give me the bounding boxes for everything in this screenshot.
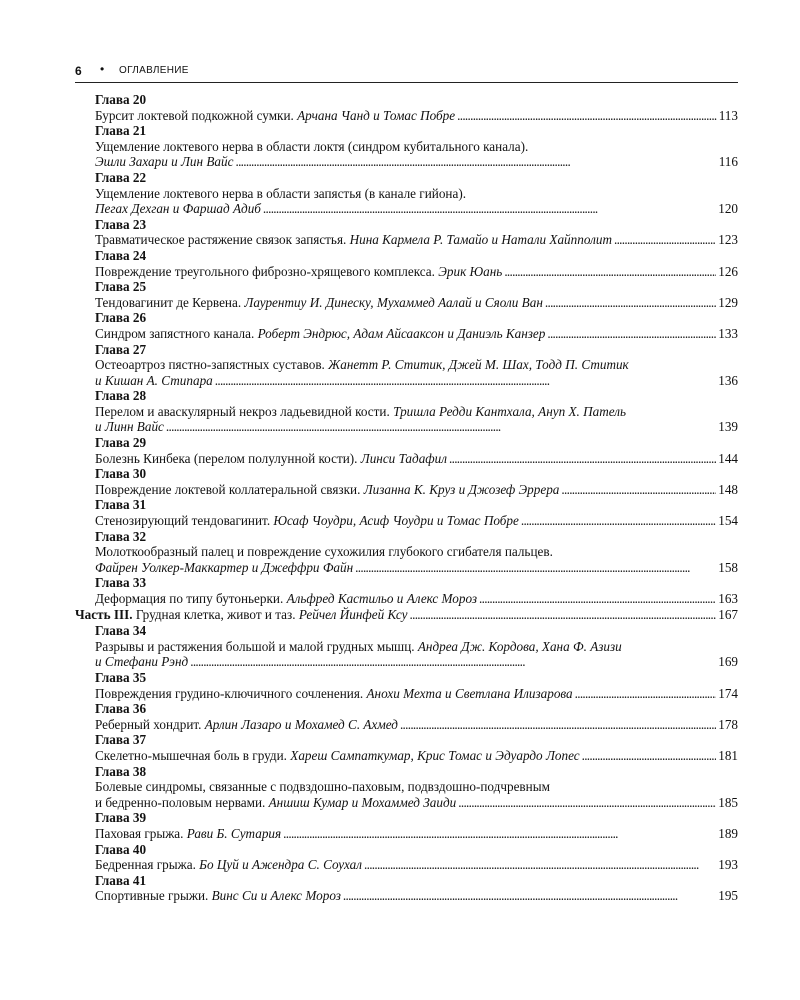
- chapter-entry: [75, 842, 738, 873]
- chapter-authors: Жанетт Р. Ститик, Джей М. Шах, Тодд П. Ститик: [328, 357, 629, 373]
- toc-line-text: [95, 795, 456, 811]
- dot-leader: [614, 232, 716, 248]
- toc-line-text: [95, 888, 341, 904]
- chapter-title: Травматическое растяжение связок запястья.: [95, 232, 347, 248]
- page-ref: 195: [718, 888, 738, 904]
- chapter-entry: [75, 529, 738, 576]
- chapter-title: Перелом и аваскулярный некроз ладьевидной кости.: [95, 403, 390, 419]
- chapter-title: Бурсит локтевой подкожной сумки.: [95, 107, 294, 123]
- dot-leader: [190, 654, 716, 670]
- chapter-entry: [75, 764, 738, 811]
- toc-line: [95, 419, 738, 435]
- page-ref: 167: [718, 606, 738, 622]
- chapter-authors: Бо Цуй и Ажендра С. Соухал: [199, 857, 363, 873]
- toc-line: [95, 748, 738, 764]
- chapter-authors: Файрен Уолкер-Маккартер и Джеффри Файн: [95, 559, 354, 575]
- chapter-title: Синдром запястного канала.: [95, 325, 255, 341]
- toc-line: [95, 826, 738, 842]
- toc-line: [95, 560, 738, 576]
- page-ref: 189: [718, 825, 738, 841]
- toc-line: [95, 108, 738, 124]
- chapter-title: Паховая грыжа.: [95, 825, 184, 841]
- page-ref: 133: [718, 325, 738, 341]
- dot-leader: [343, 888, 716, 904]
- dot-leader: [400, 717, 716, 733]
- dot-leader: [449, 451, 716, 467]
- toc-line-text: [95, 201, 261, 217]
- dot-leader: [521, 513, 716, 529]
- toc-line-text: [95, 748, 580, 764]
- chapter-authors: и Стефани Рэнд: [95, 654, 189, 670]
- toc-line-text: [75, 607, 408, 623]
- toc-line: [95, 451, 738, 467]
- toc-line: [95, 373, 738, 389]
- chapter-label: Глава 24: [95, 247, 147, 263]
- dot-leader: [263, 201, 716, 217]
- toc-line: [95, 888, 738, 904]
- dot-leader: [545, 295, 716, 311]
- table-of-contents: [75, 92, 738, 904]
- chapter-entry: [75, 810, 738, 841]
- chapter-title: Стенозирующий тендовагинит.: [95, 513, 271, 529]
- chapter-entry: [75, 497, 738, 528]
- dot-leader: [561, 482, 716, 498]
- page-ref: 116: [718, 154, 738, 170]
- toc-line-text: [95, 326, 545, 342]
- chapter-title-line: [95, 357, 738, 373]
- chapter-entry: [75, 623, 738, 670]
- toc-line-text: [95, 826, 281, 842]
- chapter-title: Болезнь Кинбека (перелом полулунной кости).: [95, 450, 358, 466]
- chapter-authors: Хареш Сампаткумар, Крис Томас и Эдуардо Лопес: [290, 747, 580, 763]
- chapter-authors: Рави Б. Сутария: [186, 825, 282, 841]
- chapter-label: Глава 39: [95, 810, 147, 826]
- chapter-authors: Эшли Захари и Лин Вайс: [95, 154, 234, 170]
- toc-line-text: [95, 295, 543, 311]
- running-header: [75, 62, 738, 83]
- chapter-entry: [75, 575, 738, 606]
- chapter-entry: [75, 170, 738, 217]
- chapter-authors: Арчана Чанд и Томас Побре: [297, 107, 456, 123]
- part-title: Грудная клетка, живот и таз.: [135, 606, 296, 622]
- part-label: Часть III.: [75, 606, 133, 622]
- page-ref: 123: [718, 232, 738, 248]
- toc-line: [95, 232, 738, 248]
- chapter-title-line: [95, 639, 738, 655]
- chapter-authors: и Кишан А. Стипара: [95, 372, 213, 388]
- page-number: 6: [75, 64, 82, 78]
- section-title: ОГЛАВЛЕНИЕ: [119, 65, 189, 76]
- dot-leader: [235, 154, 716, 170]
- toc-line-text: [95, 108, 455, 124]
- chapter-authors: Анохи Мехта и Светлана Илизарова: [366, 685, 573, 701]
- toc-line: [95, 717, 738, 733]
- chapter-label: Глава 20: [95, 92, 147, 107]
- chapter-label: Глава 35: [95, 669, 147, 685]
- toc-line: [95, 326, 738, 342]
- chapter-title: Повреждение локтевой коллатеральной связки.: [95, 481, 361, 497]
- dot-leader: [355, 560, 716, 576]
- chapter-authors: Андреа Дж. Кордова, Хана Ф. Азизи: [417, 638, 622, 654]
- toc-line-text: [95, 264, 502, 280]
- toc-line: [95, 201, 738, 217]
- part-entry: [75, 607, 738, 623]
- page-ref: 113: [718, 107, 738, 123]
- chapter-label: Глава 31: [95, 497, 147, 513]
- toc-line: [95, 686, 738, 702]
- toc-line: [95, 154, 738, 170]
- chapter-label: Глава 37: [95, 732, 147, 748]
- toc-line-text: [95, 857, 362, 873]
- chapter-title-line: Молоткообразный палец и повреждение сухожилия глубокого сгибателя пальцев.: [95, 544, 553, 560]
- dot-leader: [166, 419, 716, 435]
- toc-line: [95, 857, 738, 873]
- chapter-entry: [75, 466, 738, 497]
- chapter-label: Глава 29: [95, 435, 147, 451]
- chapter-label: Глава 32: [95, 528, 147, 544]
- chapter-entry: [75, 435, 738, 466]
- toc-line-text: [95, 654, 188, 670]
- chapter-label: Глава 27: [95, 341, 147, 357]
- chapter-title: Скелетно-мышечная боль в груди.: [95, 747, 287, 763]
- chapter-authors: Эрик Юань: [438, 263, 503, 279]
- chapter-authors: Нина Кармела Р. Тамайо и Натали Хайпполит: [349, 232, 612, 248]
- dot-leader: [410, 607, 717, 623]
- chapter-title: Деформация по типу бутоньерки.: [95, 591, 284, 606]
- chapter-label: Глава 41: [95, 872, 147, 888]
- toc-line-text: [95, 451, 447, 467]
- toc-line-text: [95, 482, 559, 498]
- toc-line: [95, 795, 738, 811]
- chapter-label: Глава 30: [95, 466, 147, 482]
- page-ref: 126: [718, 263, 738, 279]
- chapter-entry: [75, 248, 738, 279]
- toc-line-text: [95, 373, 213, 389]
- dot-leader: [458, 795, 716, 811]
- toc-line-text: [95, 686, 573, 702]
- chapter-authors: Тришла Редди Кантхала, Ануп Х. Патель: [393, 403, 627, 419]
- chapter-entry: [75, 123, 738, 170]
- chapter-label: Глава 21: [95, 123, 147, 139]
- chapter-title: Повреждения грудино-ключичного сочленения.: [95, 685, 364, 701]
- chapter-authors: Альфред Кастильо и Алекс Мороз: [286, 591, 478, 606]
- chapter-label: Глава 28: [95, 388, 147, 404]
- page-ref: 193: [718, 857, 738, 873]
- page-ref: 129: [718, 294, 738, 310]
- chapter-label: Глава 36: [95, 701, 147, 717]
- chapter-title-line: Ущемление локтевого нерва в области запястья (в канале гийона).: [95, 185, 467, 201]
- chapter-entry: [75, 310, 738, 341]
- chapter-entry: [75, 701, 738, 732]
- chapter-authors: Арлин Лазаро и Мохамед С. Ахмед: [204, 716, 398, 732]
- chapter-title: Тендовагинит де Кервена.: [95, 294, 242, 310]
- page-ref: 174: [718, 685, 738, 701]
- chapter-authors: Лизанна К. Круз и Джозеф Эррера: [363, 481, 560, 497]
- chapter-title: Бедренная грыжа.: [95, 857, 196, 873]
- dot-leader: [504, 264, 716, 280]
- chapter-entry: [75, 342, 738, 389]
- chapter-authors: Пегах Дехган и Фаршад Адиб: [95, 201, 261, 217]
- toc-line-text: [95, 591, 477, 607]
- chapter-authors: Юсаф Чоудри, Асиф Чоудри и Томас Побре: [273, 513, 519, 529]
- toc-line-text: [95, 560, 353, 576]
- toc-line-text: [95, 419, 164, 435]
- page-ref: 169: [718, 654, 738, 670]
- page-ref: 185: [718, 794, 738, 810]
- chapter-title-line: [95, 404, 738, 420]
- dot-leader: [283, 826, 716, 842]
- part-authors: Рейчел Йинфей Ксу: [298, 606, 408, 622]
- page-ref: 148: [718, 481, 738, 497]
- page-ref: 120: [718, 201, 738, 217]
- chapter-entry: [75, 873, 738, 904]
- chapter-authors: Линси Тадафил: [360, 450, 447, 466]
- toc-line: [95, 654, 738, 670]
- page-ref: 139: [718, 419, 738, 435]
- chapter-title: Остеоартроз пястно-запястных суставов.: [95, 357, 325, 373]
- chapter-label: Глава 23: [95, 216, 147, 232]
- toc-line-text: [95, 513, 519, 529]
- chapter-entry: [75, 388, 738, 435]
- dot-leader: [215, 373, 716, 389]
- dot-leader: [582, 748, 717, 764]
- chapter-title: и бедренно-половым нервами.: [95, 794, 266, 810]
- chapter-label: Глава 33: [95, 575, 147, 591]
- toc-line-text: [95, 717, 398, 733]
- dot-leader: [457, 108, 717, 124]
- toc-line: [95, 295, 738, 311]
- dot-leader: [547, 326, 716, 342]
- page-ref: 158: [718, 559, 738, 575]
- chapter-title-line: Болевые синдромы, связанные с подвздошно-паховым, подвздошно-подчревным: [95, 779, 550, 795]
- bullet-icon: •: [100, 62, 105, 76]
- page-ref: 163: [718, 591, 738, 606]
- chapter-authors: Лаурентиу И. Динеску, Мухаммед Аалай и Сяоли Ван: [244, 294, 543, 310]
- page-ref: 181: [718, 747, 738, 763]
- chapter-authors: Аншиш Кумар и Мохаммед Заиди: [268, 794, 457, 810]
- chapter-entry: [75, 670, 738, 701]
- chapter-entry: [75, 92, 738, 123]
- chapter-label: Глава 40: [95, 841, 147, 857]
- chapter-title: Реберный хондрит.: [95, 716, 202, 732]
- toc-line: [95, 591, 738, 607]
- toc-line: [95, 264, 738, 280]
- chapter-label: Глава 38: [95, 763, 147, 779]
- page-ref: 136: [718, 372, 738, 388]
- page-ref: 178: [718, 716, 738, 732]
- chapter-entry: [75, 279, 738, 310]
- chapter-label: Глава 25: [95, 279, 147, 295]
- dot-leader: [575, 686, 717, 702]
- page-ref: 144: [718, 450, 738, 466]
- page-ref: 154: [718, 513, 738, 529]
- chapter-entry: [75, 732, 738, 763]
- chapter-label: Глава 26: [95, 310, 147, 326]
- chapter-authors: и Линн Вайс: [95, 419, 164, 435]
- dot-leader: [479, 591, 716, 607]
- toc-line: [95, 513, 738, 529]
- chapter-title: Повреждение треугольного фиброзно-хрящевого комплекса.: [95, 263, 435, 279]
- chapter-title: Разрывы и растяжения большой и малой грудных мышц.: [95, 638, 415, 654]
- toc-line: [95, 482, 738, 498]
- toc-line-text: [95, 232, 612, 248]
- chapter-authors: Роберт Эндрюс, Адам Айсааксон и Даниэль Канзер: [257, 325, 546, 341]
- chapter-label: Глава 22: [95, 169, 147, 185]
- toc-line-text: [95, 154, 233, 170]
- chapter-entry: [75, 217, 738, 248]
- dot-leader: [364, 857, 716, 873]
- chapter-label: Глава 34: [95, 623, 147, 639]
- chapter-title-line: Ущемление локтевого нерва в области локтя (синдром кубитального канала).: [95, 138, 529, 154]
- chapter-title: Спортивные грыжи.: [95, 888, 209, 904]
- chapter-authors: Винс Си и Алекс Мороз: [211, 888, 341, 904]
